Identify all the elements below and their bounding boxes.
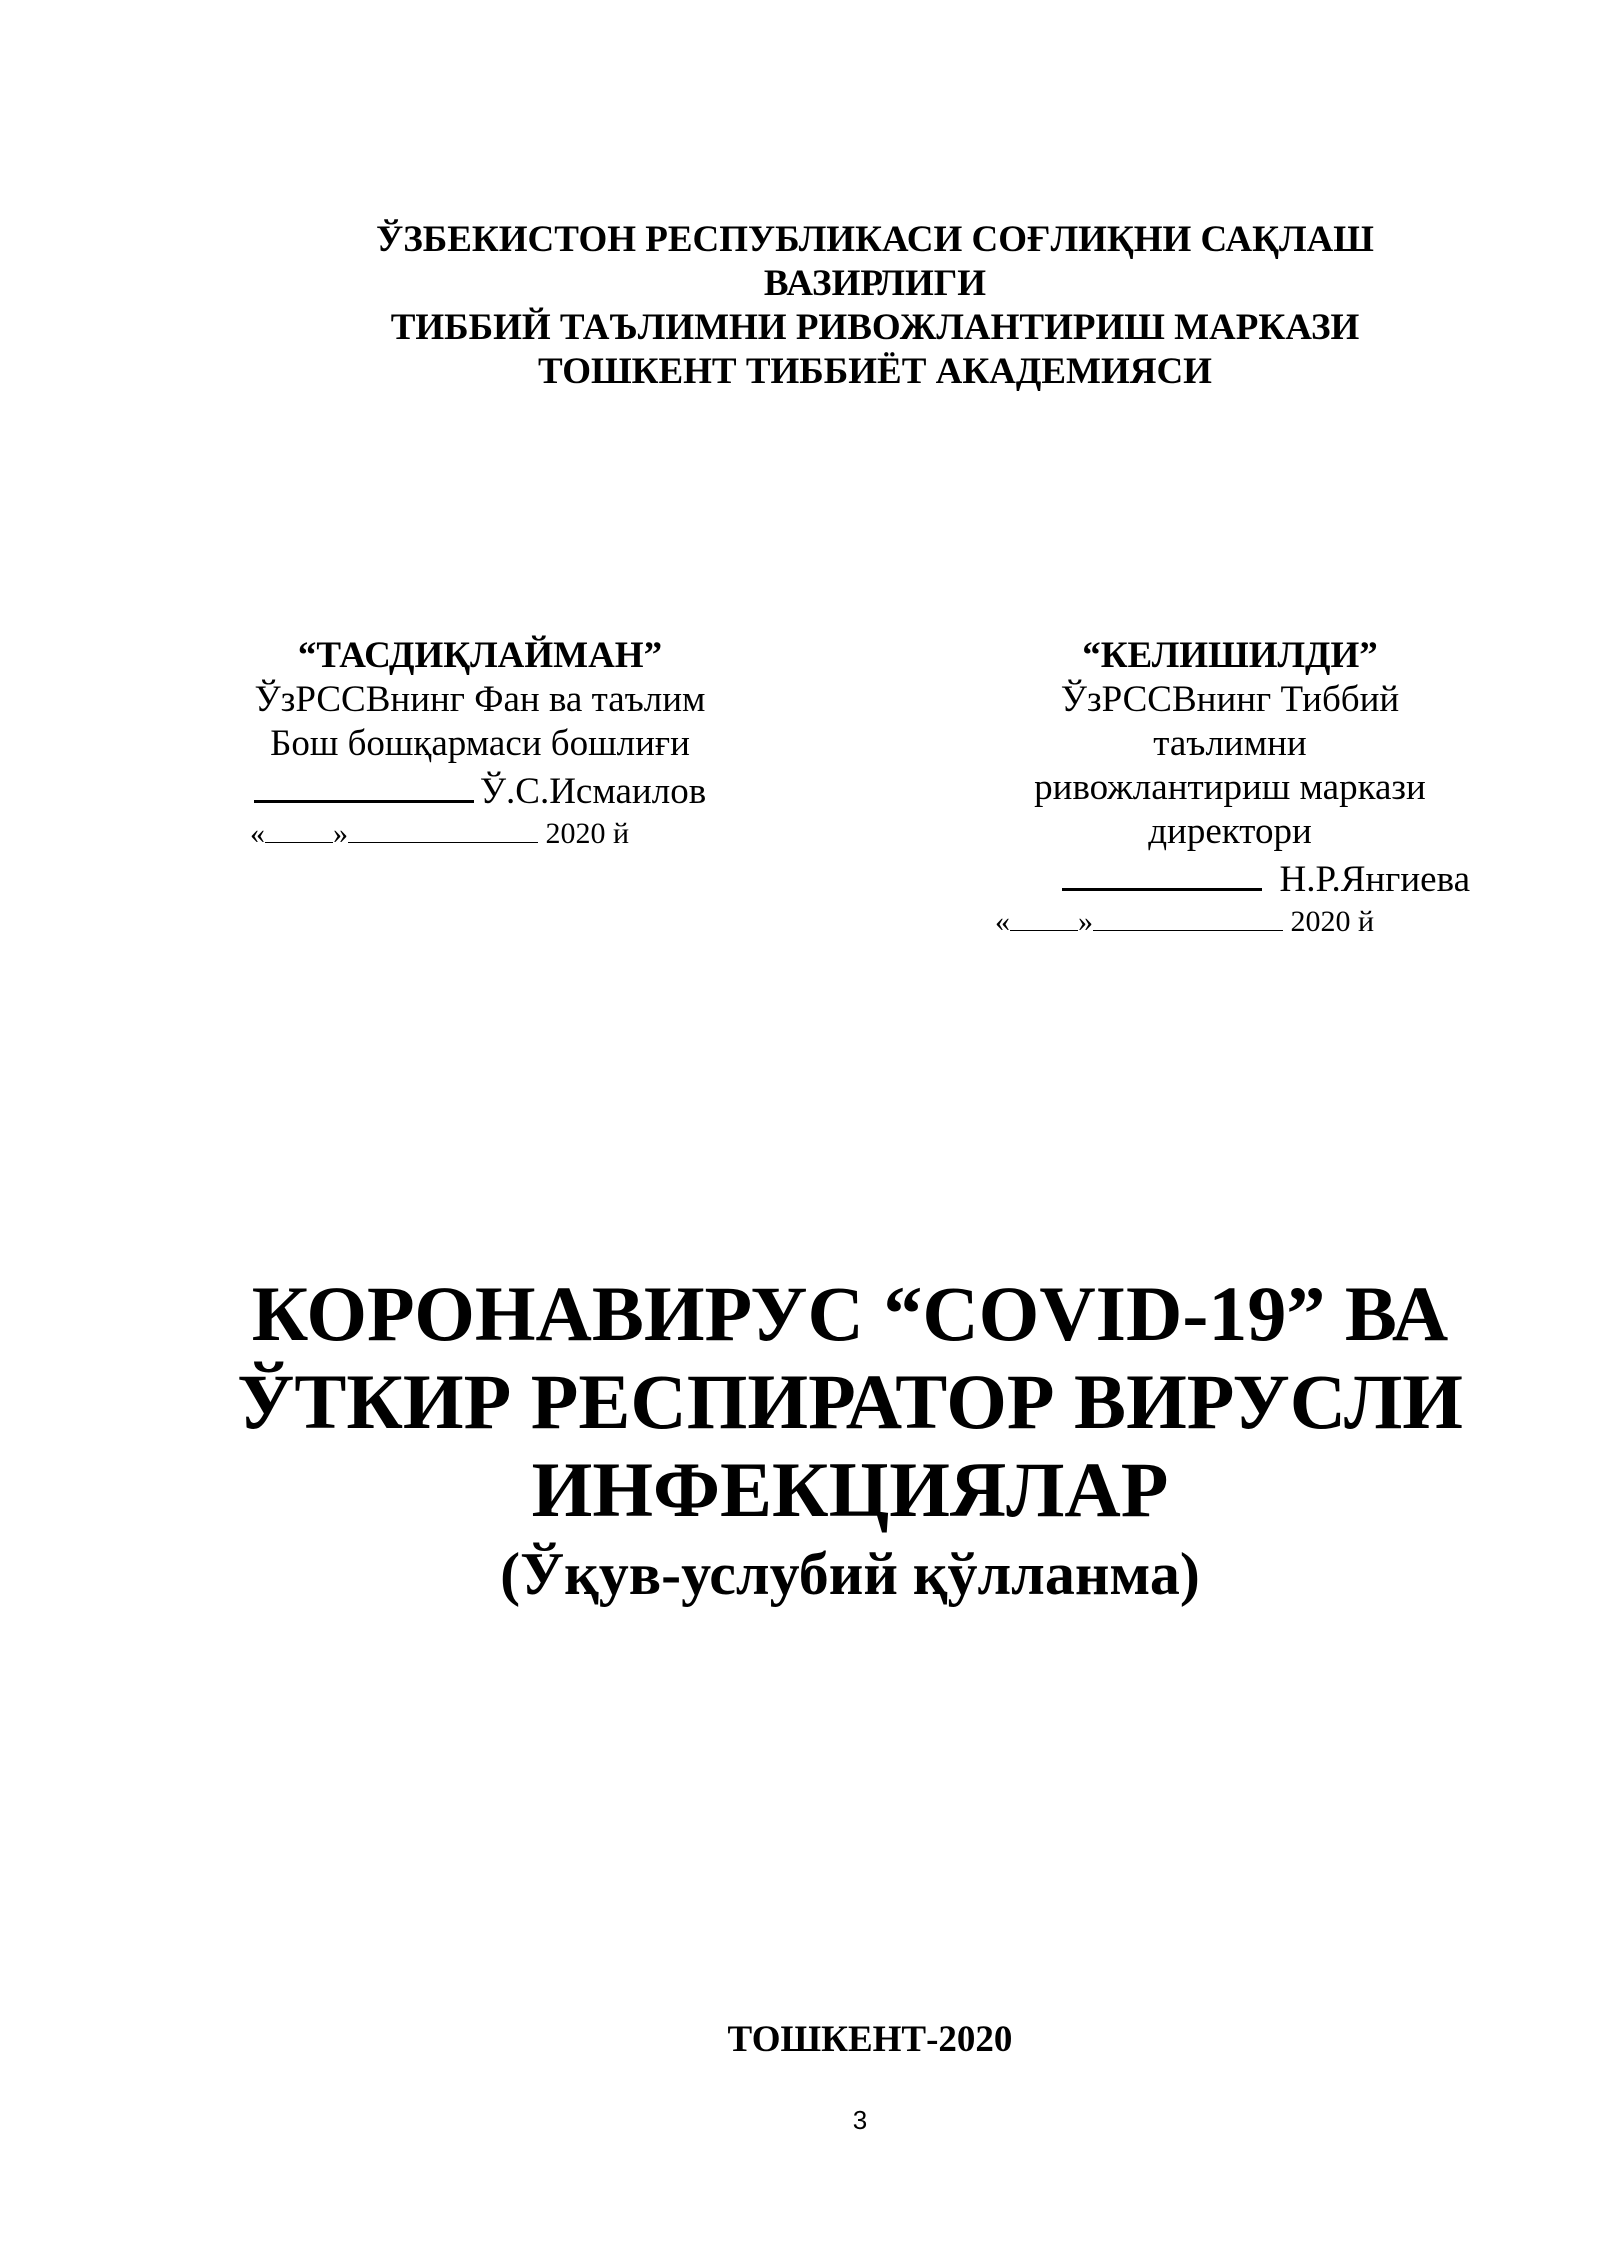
signature-line — [1062, 854, 1262, 891]
agreement-line-2: таълимни — [1153, 723, 1307, 764]
date-day-blank — [1010, 906, 1078, 931]
header-line-ministry: ЎЗБЕКИСТОН РЕСПУБЛИКАСИ СОҒЛИҚНИ САҚЛАШ — [376, 219, 1374, 260]
date-close-quote: » — [1078, 905, 1093, 938]
approval-line-2: Бош бошқармаси бошлиғи — [270, 723, 690, 764]
agreement-heading: “КЕЛИШИЛДИ” — [1082, 635, 1378, 676]
city-year: ТОШКЕНТ-2020 — [727, 2019, 1013, 2060]
agreement-signature-row — [980, 854, 1480, 902]
header-line-academy: ТОШКЕНТ ТИББИЁТ АКАДЕМИЯСИ — [538, 351, 1212, 392]
agreement-year: 2020 й — [1290, 905, 1375, 938]
institution-header — [250, 218, 1500, 394]
page-number: 3 — [852, 2105, 868, 2135]
agreement-block — [980, 634, 1480, 942]
approval-date-row — [200, 814, 760, 854]
date-month-blank — [1093, 906, 1283, 931]
approval-name: Ў.С.Исмаилов — [479, 771, 707, 812]
date-open-quote: « — [250, 817, 265, 850]
approval-signature-row — [200, 766, 760, 814]
agreement-line-3: ривожлантириш маркази — [1034, 767, 1426, 808]
title-line-2: ЎТКИР РЕСПИРАТОР ВИРУСЛИ — [237, 1358, 1463, 1445]
approval-block — [200, 634, 760, 854]
date-day-blank — [265, 818, 333, 843]
header-line-ministry-cont: ВАЗИРЛИГИ — [763, 263, 987, 304]
date-close-quote: » — [333, 817, 348, 850]
approval-year: 2020 й — [545, 817, 630, 850]
header-line-center: ТИББИЙ ТАЪЛИМНИ РИВОЖЛАНТИРИШ МАРКАЗИ — [390, 307, 1360, 348]
agreement-line-4: директори — [1148, 811, 1312, 852]
signature-line — [254, 766, 474, 803]
title-line-1: КОРОНАВИРУС “COVID-19” ВА — [251, 1270, 1449, 1357]
agreement-name: Н.Р.Янгиева — [1279, 859, 1470, 900]
approval-line-1: ЎзРССВнинг Фан ва таълим — [254, 679, 706, 720]
document-title — [200, 1270, 1500, 1614]
agreement-date-row — [980, 902, 1480, 942]
document-subtitle: (Ўқув-услубий қўлланма) — [500, 1541, 1200, 1607]
agreement-line-1: ЎзРССВнинг Тиббий — [1060, 679, 1400, 720]
title-line-3: ИНФЕКЦИЯЛАР — [531, 1446, 1169, 1533]
date-open-quote: « — [995, 905, 1010, 938]
date-month-blank — [348, 818, 538, 843]
approval-heading: “ТАСДИҚЛАЙМАН” — [297, 635, 663, 676]
